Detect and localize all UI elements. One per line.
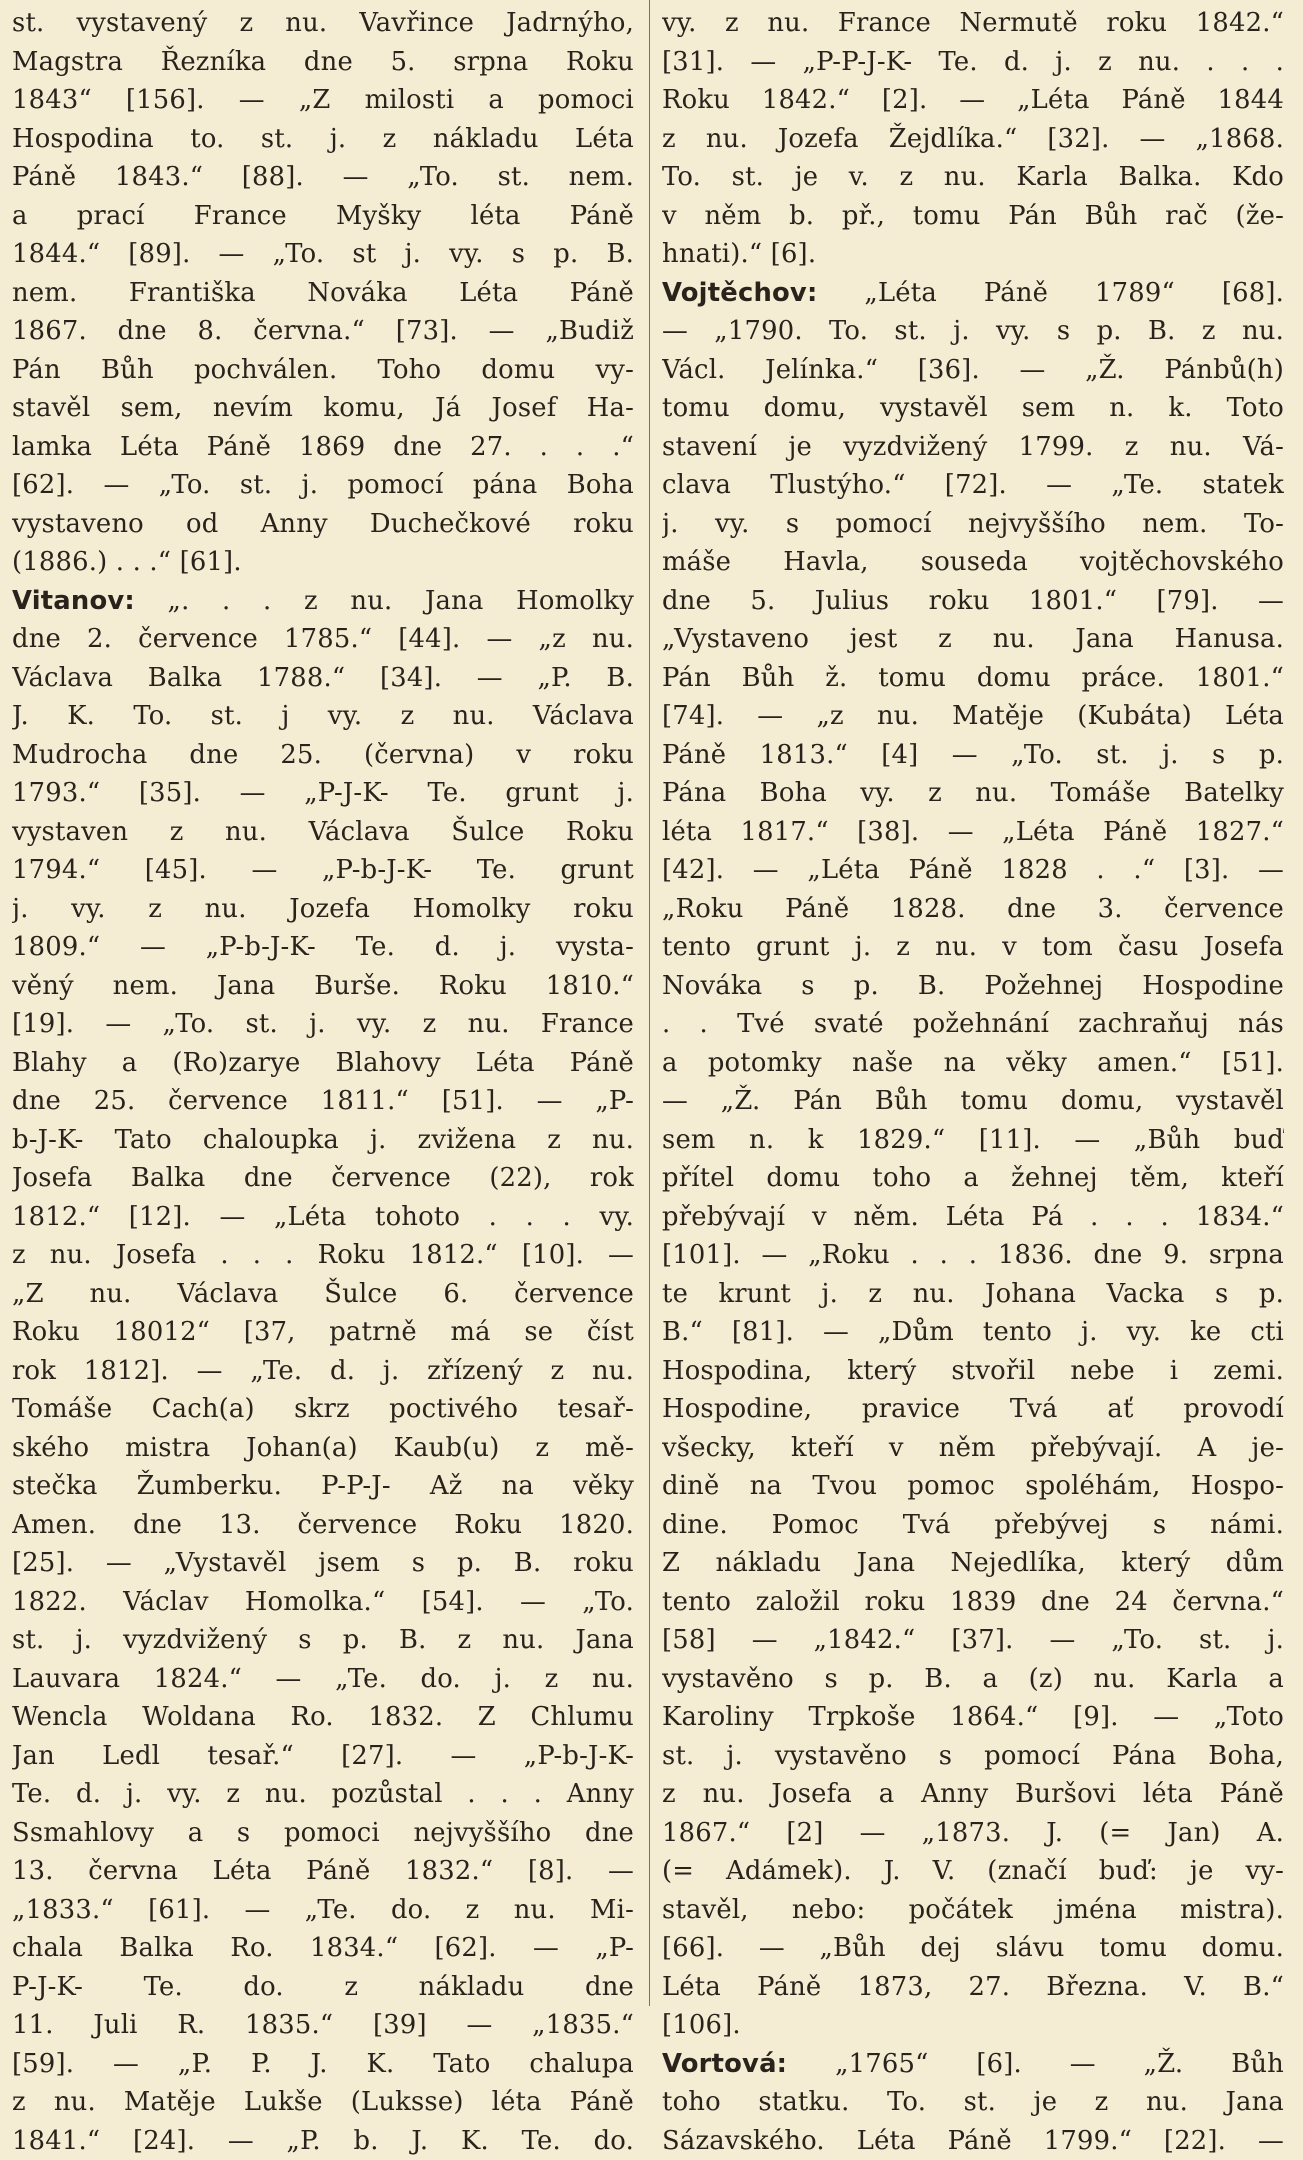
text-line: Lauvara 1824.“ — „Te. do. j. z nu.: [12, 1660, 634, 1699]
text-line: Pána Boha vy. z nu. Tomáše Batelky: [662, 774, 1284, 813]
text-line: vystaveno od Anny Duchečkové roku: [12, 505, 634, 544]
text-line: máše Havla, souseda vojtěchovského: [662, 543, 1284, 582]
text-line: Mudrocha dne 25. (června) v roku: [12, 736, 634, 775]
text-line: dne 5. Julius roku 1801.“ [79]. —: [662, 582, 1284, 621]
text-line: 1809.“ — „P-b-J-K- Te. d. j. vysta-: [12, 928, 634, 967]
text-line: Amen. dne 13. července Roku 1820.: [12, 1506, 634, 1545]
text-line: st. vystavený z nu. Vavřince Jadrnýho,: [12, 4, 634, 43]
text-line: [106].: [662, 2006, 1284, 2045]
text-line: stavěl sem, nevím komu, Já Josef Ha-: [12, 389, 634, 428]
text-line: Nováka s p. B. Požehnej Hospodine: [662, 967, 1284, 1006]
text-line: Páně 1843.“ [88]. — „To. st. nem.: [12, 158, 634, 197]
text-line: a potomky naše na věky amen.“ [51].: [662, 1044, 1284, 1083]
text-line: 1812.“ [12]. — „Léta tohoto . . . vy.: [12, 1198, 634, 1237]
text-line: — „Ž. Pán Bůh tomu domu, vystavěl: [662, 1082, 1284, 1121]
text-line: P-J-K- Te. do. z nákladu dne: [12, 1968, 634, 2007]
text-line: tento grunt j. z nu. v tom času Josefa: [662, 928, 1284, 967]
text-line: Josefa Balka dne července (22), rok: [12, 1159, 634, 1198]
text-line: 1841.“ [24]. — „P. b. J. K. Te. do.: [12, 2122, 634, 2160]
text-line: Magstra Řezníka dne 5. srpna Roku: [12, 43, 634, 82]
text-line: vystavěno s p. B. a (z) nu. Karla a: [662, 1660, 1284, 1699]
text-line: Pán Bůh pochválen. Toho domu vy-: [12, 351, 634, 390]
text-line: nem. Františka Nováka Léta Páně: [12, 274, 634, 313]
text-line: st. j. vyzdvižený s p. B. z nu. Jana: [12, 1621, 634, 1660]
text-line: clava Tlustýho.“ [72]. — „Te. statek: [662, 466, 1284, 505]
text-line: stečka Žumberku. P-P-J- Až na věky: [12, 1467, 634, 1506]
text-line: Wencla Woldana Ro. 1832. Z Chlumu: [12, 1698, 634, 1737]
text-line: — „1790. To. st. j. vy. s p. B. z nu.: [662, 312, 1284, 351]
text-line: ského mistra Johan(a) Kaub(u) z mě-: [12, 1429, 634, 1468]
text-line: Karoliny Trpkoše 1864.“ [9]. — „Toto: [662, 1698, 1284, 1737]
text-line: [25]. — „Vystavěl jsem s p. B. roku: [12, 1544, 634, 1583]
text-line: Roku 18012“ [37, patrně má se číst: [12, 1313, 634, 1352]
text-line: v něm b. př., tomu Pán Bůh rač (že-: [662, 197, 1284, 236]
text-line: všecky, kteří v něm přebývají. A je-: [662, 1429, 1284, 1468]
left-text-column: [12, 4, 634, 2160]
text-line: j. vy. z nu. Jozefa Homolky roku: [12, 890, 634, 929]
text-line: Václava Balka 1788.“ [34]. — „P. B.: [12, 659, 634, 698]
text-line: 1867.“ [2] — „1873. J. (= Jan) A.: [662, 1814, 1284, 1853]
text-line: Tomáše Cach(a) skrz poctivého tesař-: [12, 1390, 634, 1429]
text-line: j. vy. s pomocí nejvyššího nem. To-: [662, 505, 1284, 544]
text-line: hnati).“ [6].: [662, 235, 1284, 274]
text-line: To. st. je v. z nu. Karla Balka. Kdo: [662, 158, 1284, 197]
text-line: Ssmahlovy a s pomoci nejvyššího dne: [12, 1814, 634, 1853]
text-line: léta 1817.“ [38]. — „Léta Páně 1827.“: [662, 813, 1284, 852]
text-line: Páně 1813.“ [4] — „To. st. j. s p.: [662, 736, 1284, 775]
text-line: z nu. Matěje Lukše (Luksse) léta Páně: [12, 2083, 634, 2122]
text-line: toho statku. To. st. je z nu. Jana: [662, 2083, 1284, 2122]
text-line: 1822. Václav Homolka.“ [54]. — „To.: [12, 1583, 634, 1622]
text-line: „Vystaveno jest z nu. Jana Hanusa.: [662, 620, 1284, 659]
text-line: [59]. — „P. P. J. K. Tato chalupa: [12, 2045, 634, 2084]
text-line: rok 1812]. — „Te. d. j. zřízený z nu.: [12, 1352, 634, 1391]
text-line: Sázavského. Léta Páně 1799.“ [22]. —: [662, 2122, 1284, 2160]
text-line: věný nem. Jana Burše. Roku 1810.“: [12, 967, 634, 1006]
text-line: Hospodine, pravice Tvá ať provodí: [662, 1390, 1284, 1429]
text-line: Z nákladu Jana Nejedlíka, který dům: [662, 1544, 1284, 1583]
text-line: [66]. — „Bůh dej slávu tomu domu.: [662, 1929, 1284, 1968]
text-line: Václ. Jelínka.“ [36]. — „Ž. Pánbů(h): [662, 351, 1284, 390]
text-line: tomu domu, vystavěl sem n. k. Toto: [662, 389, 1284, 428]
text-line: Jan Ledl tesař.“ [27]. — „P-b-J-K-: [12, 1737, 634, 1776]
text-line: dine. Pomoc Tvá přebývej s námi.: [662, 1506, 1284, 1545]
text-line: stavěl, nebo: počátek jména mistra).: [662, 1891, 1284, 1930]
text-line: „Z nu. Václava Šulce 6. července: [12, 1275, 634, 1314]
text-line: Vortová: „1765“ [6]. — „Ž. Bůh: [662, 2045, 1284, 2084]
text-line: z nu. Josefa . . . Roku 1812.“ [10]. —: [12, 1236, 634, 1275]
text-line: Vitanov: „. . . z nu. Jana Homolky: [12, 582, 634, 621]
text-line: B.“ [81]. — „Dům tento j. vy. ke cti: [662, 1313, 1284, 1352]
text-line: lamka Léta Páně 1869 dne 27. . . .“: [12, 428, 634, 467]
text-line: [42]. — „Léta Páně 1828 . .“ [3]. —: [662, 851, 1284, 890]
text-line: dině na Tvou pomoc spoléhám, Hospo-: [662, 1467, 1284, 1506]
text-line: st. j. vystavěno s pomocí Pána Boha,: [662, 1737, 1284, 1776]
text-line: Roku 1842.“ [2]. — „Léta Páně 1844: [662, 81, 1284, 120]
text-line: 13. června Léta Páně 1832.“ [8]. —: [12, 1852, 634, 1891]
text-line: 1794.“ [45]. — „P-b-J-K- Te. grunt: [12, 851, 634, 890]
text-line: přítel domu toho a žehnej těm, kteří: [662, 1159, 1284, 1198]
text-line: stavení je vyzdvižený 1799. z nu. Vá-: [662, 428, 1284, 467]
text-line: z nu. Jozefa Žejdlíka.“ [32]. — „1868.: [662, 120, 1284, 159]
text-line: dne 2. července 1785.“ [44]. — „z nu.: [12, 620, 634, 659]
text-line: Vojtěchov: „Léta Páně 1789“ [68].: [662, 274, 1284, 313]
text-line: vy. z nu. France Nermutě roku 1842.“: [662, 4, 1284, 43]
text-line: „Roku Páně 1828. dne 3. července: [662, 890, 1284, 929]
text-line: dne 25. července 1811.“ [51]. — „P-: [12, 1082, 634, 1121]
text-line: vystaven z nu. Václava Šulce Roku: [12, 813, 634, 852]
text-line: Blahy a (Ro)zarye Blahovy Léta Páně: [12, 1044, 634, 1083]
text-line: [62]. — „To. st. j. pomocí pána Boha: [12, 466, 634, 505]
column-divider: [649, 0, 650, 2006]
text-line: 1867. dne 8. června.“ [73]. — „Budiž: [12, 312, 634, 351]
text-line: chala Balka Ro. 1834.“ [62]. — „P-: [12, 1929, 634, 1968]
text-line: [74]. — „z nu. Matěje (Kubáta) Léta: [662, 697, 1284, 736]
right-text-column: [662, 4, 1284, 2160]
text-line: (1886.) . . .“ [61].: [12, 543, 634, 582]
text-line: te krunt j. z nu. Johana Vacka s p.: [662, 1275, 1284, 1314]
text-line: sem n. k 1829.“ [11]. — „Bůh buď: [662, 1121, 1284, 1160]
text-line: [31]. — „P-P-J-K- Te. d. j. z nu. . . .: [662, 43, 1284, 82]
text-line: J. K. To. st. j vy. z nu. Václava: [12, 697, 634, 736]
text-line: z nu. Josefa a Anny Buršovi léta Páně: [662, 1775, 1284, 1814]
text-line: [58] — „1842.“ [37]. — „To. st. j.: [662, 1621, 1284, 1660]
text-line: Hospodina to. st. j. z nákladu Léta: [12, 120, 634, 159]
text-line: Pán Bůh ž. tomu domu práce. 1801.“: [662, 659, 1284, 698]
text-line: 11. Juli R. 1835.“ [39] — „1835.“: [12, 2006, 634, 2045]
text-line: [101]. — „Roku . . . 1836. dne 9. srpna: [662, 1236, 1284, 1275]
text-line: 1844.“ [89]. — „To. st j. vy. s p. B.: [12, 235, 634, 274]
text-line: „1833.“ [61]. — „Te. do. z nu. Mi-: [12, 1891, 634, 1930]
text-line: Léta Páně 1873, 27. Března. V. B.“: [662, 1968, 1284, 2007]
text-line: a prací France Myšky léta Páně: [12, 197, 634, 236]
text-line: přebývají v něm. Léta Pá . . . 1834.“: [662, 1198, 1284, 1237]
text-line: b-J-K- Tato chaloupka j. zvižena z nu.: [12, 1121, 634, 1160]
text-line: . . Tvé svaté požehnání zachraňuj nás: [662, 1005, 1284, 1044]
text-line: (= Adámek). J. V. (značí buď: je vy-: [662, 1852, 1284, 1891]
text-line: 1843“ [156]. — „Z milosti a pomoci: [12, 81, 634, 120]
text-line: tento založil roku 1839 dne 24 června.“: [662, 1583, 1284, 1622]
text-line: [19]. — „To. st. j. vy. z nu. France: [12, 1005, 634, 1044]
text-line: Hospodina, který stvořil nebe i zemi.: [662, 1352, 1284, 1391]
text-line: Te. d. j. vy. z nu. pozůstal . . . Anny: [12, 1775, 634, 1814]
text-line: 1793.“ [35]. — „P-J-K- Te. grunt j.: [12, 774, 634, 813]
